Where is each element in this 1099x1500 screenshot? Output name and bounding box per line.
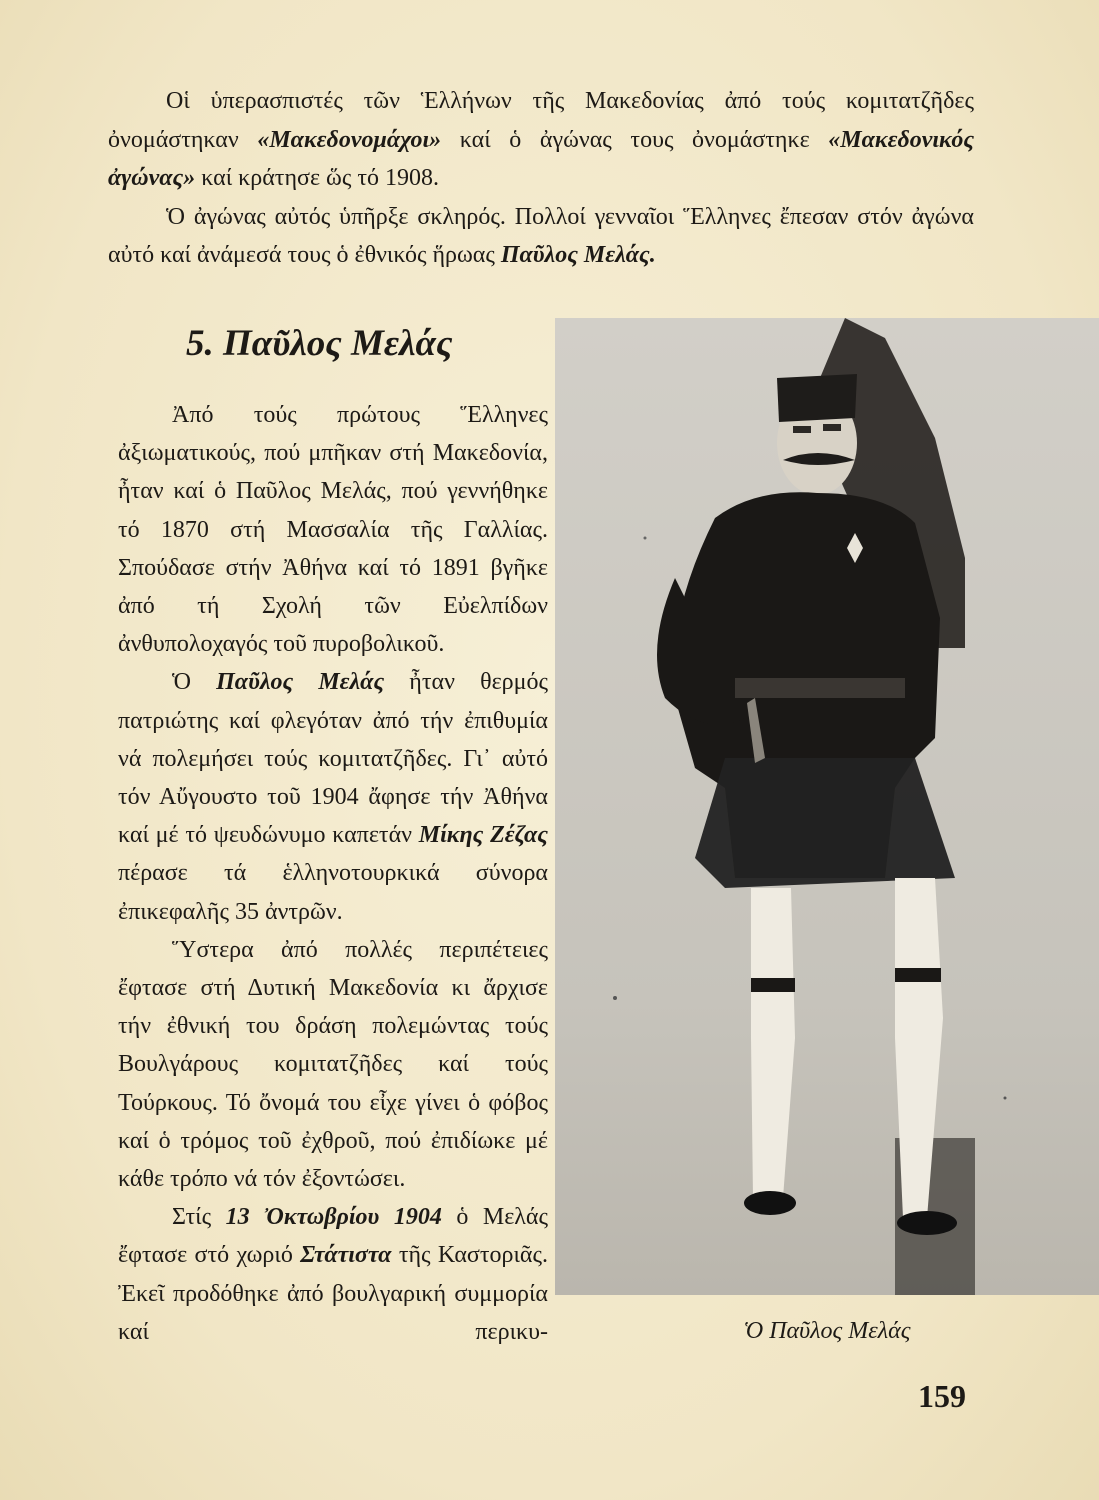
text-span: Οἱ ὑπερασπιστές τῶν Ἑλλήνων τῆς Μακεδονίας ἀπό τούς κομιτατζῆδες ὀνομάστηκαν xyxy=(108,88,974,153)
intro-paragraph-1 xyxy=(108,82,974,198)
text-span: καί ὁ ἀγώνας τους ὀνομάστηκε xyxy=(441,126,829,153)
emphasis-makedonomachoi: «Μακεδονομάχοι» xyxy=(257,126,442,153)
emphasis-pavlos-melas: Παῦλος Μελάς. xyxy=(500,242,656,268)
text-span: καί κράτησε ὥς τό 1908. xyxy=(195,165,439,191)
text-span: τῆς Καστοριᾶς. Ἐκεῖ προδόθηκε ἀπό βουλγαρική συμμορία καί περικυ- xyxy=(118,1242,548,1345)
emphasis-village: Στάτιστα xyxy=(300,1242,392,1269)
page-number: 159 xyxy=(918,1378,966,1414)
portrait-photo xyxy=(555,318,1099,1295)
portrait-illustration xyxy=(555,318,1099,1295)
section-heading: 5. Παῦλος Μελάς xyxy=(186,323,453,364)
text-span: πέρασε τά ἑλληνοτουρκικά σύνορα ἐπικεφαλῆς 35 ἀντρῶν. xyxy=(118,860,548,925)
text-span: ἦταν θερμός πατριώτης καί φλεγόταν ἀπό τήν ἐπιθυμία νά πολεμήσει τούς κομιτατζῆδες. Γι᾽ αὐτό τόν Αὔγουστο τοῦ 1904 ἄφησε τήν Ἀθήνα καί μέ τό ψευδώνυμο καπετάν xyxy=(118,669,548,849)
intro-text xyxy=(108,82,974,275)
emphasis-pseudonym: Μίκης Ζέζας xyxy=(418,822,548,849)
body-paragraph-4 xyxy=(118,1198,548,1351)
photo-caption: Ὁ Παῦλος Μελάς xyxy=(743,1318,911,1344)
text-span: Ὁ xyxy=(172,669,217,696)
emphasis-pavlos-melas: Παῦλος Μελάς xyxy=(216,669,385,696)
emphasis-makedonikos-agonas: «Μακεδονικός ἀγώνας» xyxy=(108,126,975,191)
intro-paragraph-2 xyxy=(108,198,974,275)
body-column xyxy=(118,396,548,1351)
text-span: ὁ Μελάς ἔφτασε στό χωριό xyxy=(118,1204,548,1269)
body-paragraph-3: Ὕστερα ἀπό πολλές περιπέτειες ἔφτασε στή Δυτική Μακεδονία κι ἄρχισε τήν ἐθνική του δράση πολεμώντας τούς Βουλγάρους κομιτατζῆδες καί τούς Τούρκους. Τό ὄνομά του εἶχε γίνει ὁ φόβος καί ὁ τρόμος τοῦ ἐχθροῦ, πού ἐπιδίωκε μέ κάθε τρόπο νά τόν ἐξοντώσει. xyxy=(118,936,548,1193)
text-span: Ὁ ἀγώνας αὐτός ὑπῆρξε σκληρός. Πολλοί γενναῖοι Ἕλληνες ἔπεσαν στόν ἀγώνα αὐτό καί ἀνάμεσά τους ὁ ἐθνικός ἥρωας xyxy=(108,203,974,268)
body-paragraph-2 xyxy=(118,663,548,930)
text-span: Στίς xyxy=(172,1204,226,1231)
body-paragraph-1: Ἀπό τούς πρώτους Ἕλληνες ἀξιωματικούς, πού μπῆκαν στή Μακεδονία, ἦταν καί ὁ Παῦλος Μελάς, πού γεννήθηκε τό 1870 στή Μασσαλία τῆς Γαλλίας. Σπούδασε στήν Ἀθήνα καί τό 1891 βγῆκε ἀπό τή Σχολή τῶν Εὐελπίδων ἀνθυπολοχαγός τοῦ πυροβολικοῦ. xyxy=(118,402,548,658)
emphasis-date: 13 Ὀκτωβρίου 1904 xyxy=(225,1204,442,1231)
